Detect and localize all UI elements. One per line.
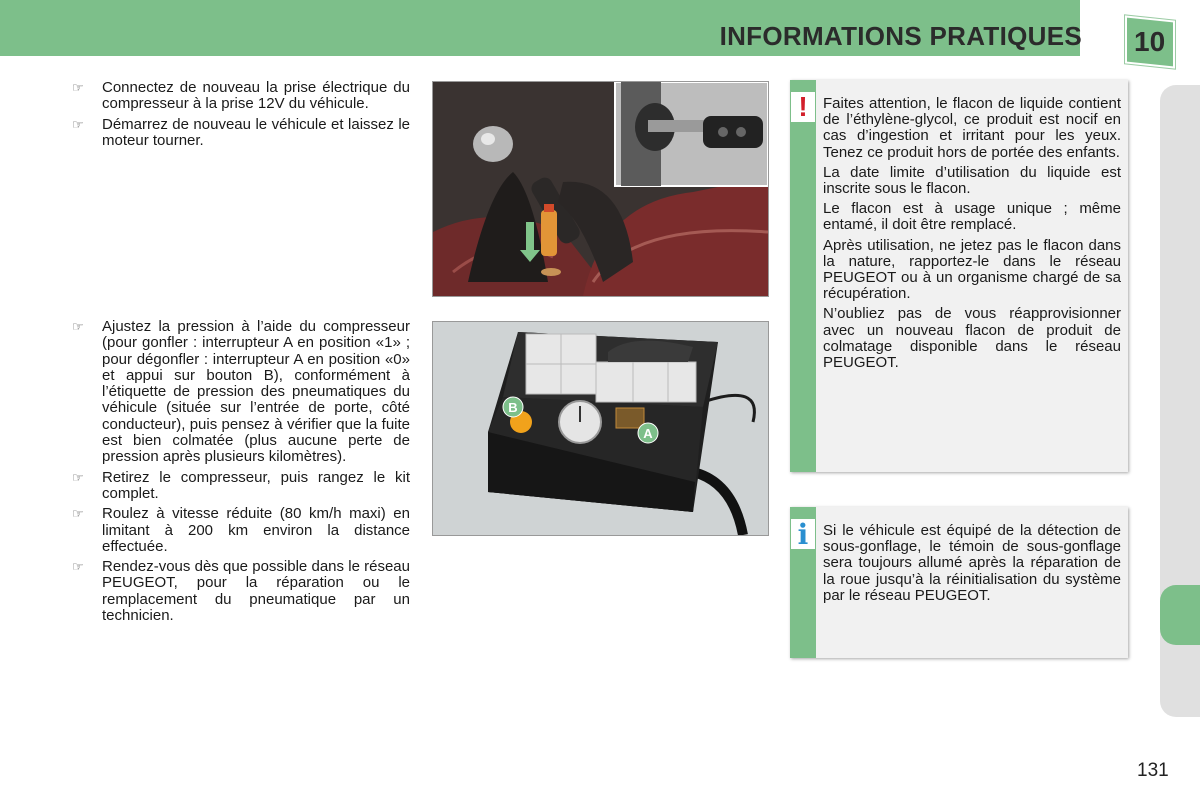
list-item: ☞ Ajustez la pression à l’aide du compresseur (pour gonfler : interrupteur A en position «1» ; pour dégonfler : interrupteur A en position «0» et appui sur bouton B), conformément à l’étiquette de pression des pneumatiques du véhicule (située sur l’entrée de porte, côté conducteur), puis pensez à vérifier que la fuite est bien colmatée (plus aucune perte de pression après plusieurs kilomètres). <box>72 318 410 466</box>
pointing-hand-icon: ☞ <box>72 469 84 485</box>
info-text: Si le véhicule est équipé de la détection de sous-gonflage, le témoin de sous-gonflage sera toujours allumé après la réparation de la roue jusqu’à la réinitialisation du système par le réseau PEUGEOT. <box>823 522 1121 604</box>
list-item: ☞ Retirez le compresseur, puis rangez le kit complet. <box>72 468 410 502</box>
pointing-hand-icon: ☞ <box>72 80 84 95</box>
compressor-photo <box>432 321 769 536</box>
side-tab-active <box>1160 585 1200 645</box>
label-b: B <box>508 400 518 415</box>
list-item: ☞ Rendez-vous dès que possible dans le réseau PEUGEOT, pour la réparation ou le remplacement du pneumatique par un technicien. <box>72 558 410 625</box>
info-icon: i <box>791 519 815 549</box>
instructions-top <box>70 80 410 153</box>
instructions-bottom <box>70 319 410 628</box>
pointing-hand-icon: ☞ <box>72 559 84 575</box>
label-a: A <box>643 426 653 441</box>
page-title: INFORMATIONS PRATIQUES <box>719 21 1082 51</box>
note-strip <box>790 80 816 472</box>
car-interior-photo <box>432 81 769 297</box>
list-item: ☞ Roulez à vitesse réduite (80 km/h maxi) en limitant à 200 km environ la distance effectuée. <box>72 505 410 555</box>
info-note <box>790 507 1128 658</box>
page-number: 131 <box>1137 760 1169 781</box>
warning-text: Faites attention, le flacon de liquide contient de l’éthylène-glycol, ce produit est nocif en cas d’ingestion et irritant pour les yeux. Tenez ce produit hors de portée des enfants. La date limite d’utilisation du liquide est inscrite sous le flacon. Le flacon est à usage unique ; même entamé, il doit être remplacé. Après utilisation, ne jetez pas le flacon dans la nature, rapportez-le dans le réseau PEUGEOT ou à un organisme chargé de sa récupération. N’oubliez pas de vous réapprovisionner avec un nouveau flacon de produit de colmatage disponible dans le réseau PEUGEOT. <box>823 95 1121 372</box>
warning-icon: ! <box>791 92 815 122</box>
pointing-hand-icon: ☞ <box>72 506 84 522</box>
chapter-number: 10 <box>1134 26 1166 57</box>
warning-note <box>790 80 1128 472</box>
chapter-badge <box>1125 15 1175 68</box>
pointing-hand-icon: ☞ <box>72 116 84 132</box>
pointing-hand-icon: ☞ <box>72 319 84 334</box>
list-item: ☞ Démarrez de nouveau le véhicule et laissez le moteur tourner. <box>72 115 410 149</box>
list-item: ☞ Connectez de nouveau la prise électrique du compresseur à la prise 12V du véhicule. <box>72 79 410 113</box>
